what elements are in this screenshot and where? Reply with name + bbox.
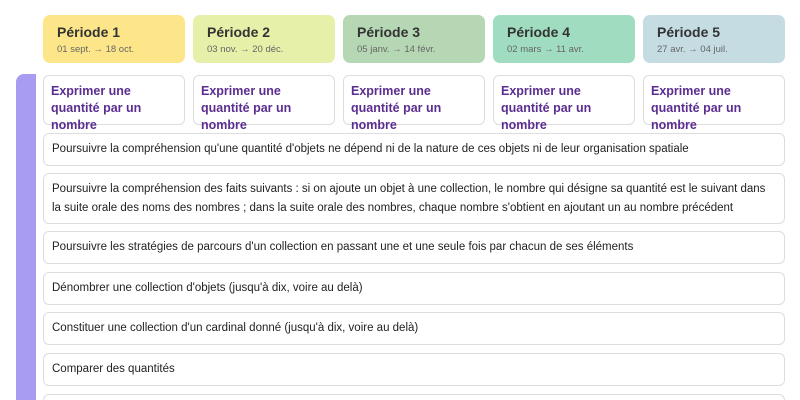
domain-cell-period-1[interactable] bbox=[43, 75, 185, 132]
period-dates: 01 sept. → 18 oct. bbox=[57, 44, 135, 55]
objective-text: Poursuivre la compréhension qu'une quantité d'objets ne dépend ni de la nature de ces objets ni de leur organisation spatiale bbox=[52, 143, 689, 155]
objective-row[interactable] bbox=[43, 353, 785, 386]
period-name: Période 4 bbox=[507, 24, 571, 40]
domain-cell-period-5[interactable] bbox=[643, 75, 785, 132]
objective-text: Comparer des quantités bbox=[52, 363, 175, 375]
period-dates: 02 mars → 11 avr. bbox=[507, 44, 584, 55]
period-name: Période 5 bbox=[657, 24, 721, 40]
domain-cell-period-3[interactable] bbox=[343, 75, 485, 132]
objective-row[interactable] bbox=[43, 133, 785, 166]
objective-text: Poursuivre la compréhension des faits suivants : si on ajoute un objet à une collection, le nombre qui désigne sa quantité est le suivant dans la suite orale des noms des nombres ; dans la suite orale des nombres, chaque nombre s'obtient en ajoutant un au nombre précédent bbox=[52, 182, 766, 214]
period-dates: 03 nov. → 20 déc. bbox=[207, 44, 284, 55]
domain-row bbox=[43, 75, 785, 132]
domain-label: Exprimer une quantité par un nombre bbox=[501, 84, 592, 132]
objective-row[interactable] bbox=[43, 231, 785, 264]
period-name: Période 2 bbox=[207, 24, 271, 40]
period-4-header[interactable] bbox=[493, 15, 635, 63]
objective-text: Constituer une collection d'un cardinal donné (jusqu'à dix, voire au delà) bbox=[52, 322, 419, 334]
domain-label: Exprimer une quantité par un nombre bbox=[51, 84, 142, 132]
period-2-header[interactable] bbox=[193, 15, 335, 63]
domain-cell-period-4[interactable] bbox=[493, 75, 635, 132]
period-name: Période 1 bbox=[57, 24, 121, 40]
period-3-header[interactable] bbox=[343, 15, 485, 63]
period-header-row bbox=[43, 15, 785, 63]
domain-label: Exprimer une quantité par un nombre bbox=[351, 84, 442, 132]
objective-row[interactable] bbox=[43, 173, 785, 224]
period-5-header[interactable] bbox=[643, 15, 785, 63]
domain-cell-period-2[interactable] bbox=[193, 75, 335, 132]
objective-text: Dénombrer une collection d'objets (jusqu'à dix, voire au delà) bbox=[52, 282, 363, 294]
period-1-header[interactable] bbox=[43, 15, 185, 63]
period-name: Période 3 bbox=[357, 24, 421, 40]
domain-label: Exprimer une quantité par un nombre bbox=[651, 84, 742, 132]
domain-color-bar bbox=[16, 74, 36, 400]
domain-label: Exprimer une quantité par un nombre bbox=[201, 84, 292, 132]
objective-row[interactable] bbox=[43, 272, 785, 305]
period-dates: 05 janv. → 14 févr. bbox=[357, 44, 436, 55]
objective-row-partial[interactable] bbox=[43, 394, 785, 400]
objective-text: Poursuivre les stratégies de parcours d'un collection en passant une et une seule fois par chacun de ses éléments bbox=[52, 241, 634, 253]
objective-row[interactable] bbox=[43, 312, 785, 345]
period-dates: 27 avr. → 04 juil. bbox=[657, 44, 728, 55]
